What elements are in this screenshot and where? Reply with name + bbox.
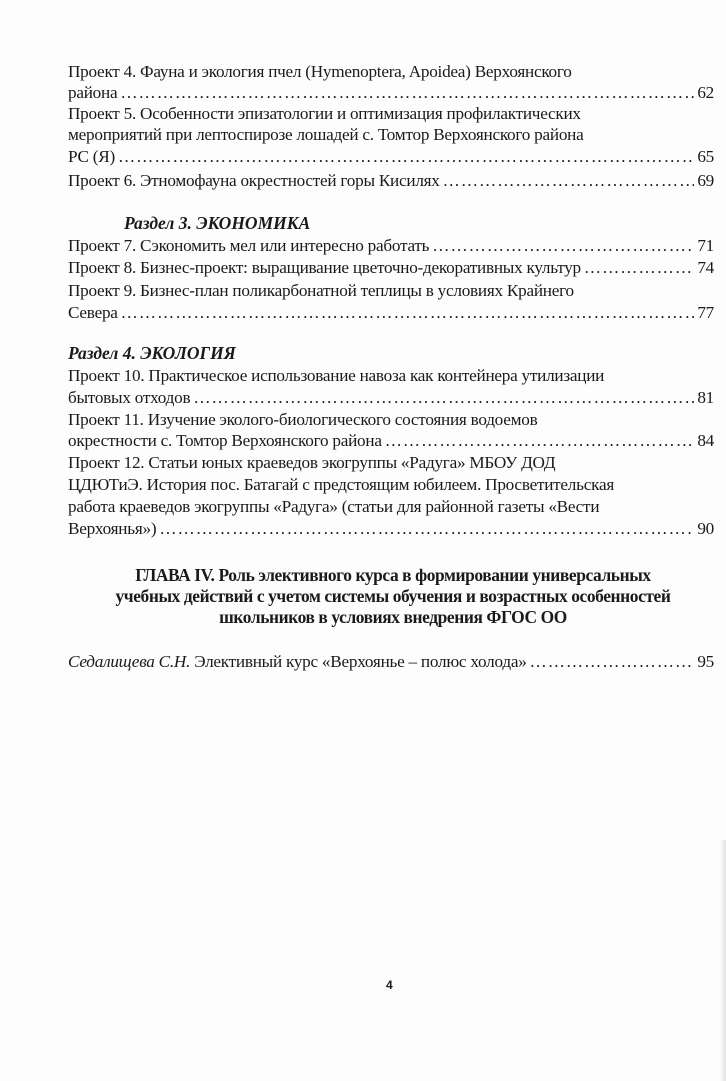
toc-entry-6: [68, 170, 714, 191]
chapter-heading-line-1: ГЛАВА IV. Роль элективного курса в формировании универсальных: [135, 565, 651, 585]
chapter-heading-line-3: школьников в условиях внедрения ФГОС ОО: [219, 607, 567, 627]
page-ref: 77: [697, 303, 714, 322]
dot-leader: [530, 651, 695, 672]
toc-entry-5-line-1: Проект 5. Особенности эпизатологии и оптимизация профилактических: [68, 104, 581, 123]
toc-entry-12-line-4: [68, 518, 714, 539]
dot-leader: [385, 430, 695, 451]
toc-entry-text: Проект 8. Бизнес-проект: выращивание цветочно-декоративных культур: [68, 258, 581, 277]
page-ref: 95: [697, 652, 714, 671]
toc-entry-5-line-2: мероприятий при лептоспирозе лошадей с. Томтор Верхоянского района: [68, 125, 584, 144]
page-ref: 65: [697, 147, 714, 166]
toc-entry-text: Верхоянья»): [68, 519, 157, 538]
page-ref: 74: [697, 258, 714, 277]
toc-entry-text: Проект 6. Этномофауна окрестностей горы Кисилях: [68, 171, 440, 190]
dot-leader: [584, 257, 694, 278]
toc-entry-10-line-1: Проект 10. Практическое использование навоза как контейнера утилизации: [68, 366, 605, 385]
toc-entry-text: района: [68, 83, 118, 102]
page-ref: 69: [697, 171, 714, 190]
toc-entry-text: бытовых отходов: [68, 388, 191, 407]
toc-entry-11-line-1: Проект 11. Изучение эколого-биологического состояния водоемов: [68, 410, 538, 429]
toc-entry-text: [68, 651, 527, 672]
toc-entry-5-line-3: [68, 146, 714, 167]
toc-entry-12-line-2: ЦДЮТиЭ. История пос. Батагай с предстоящим юбилеем. Просветительская: [68, 475, 614, 494]
toc-entry-text: РС (Я): [68, 147, 115, 166]
toc-entry-10-line-2: [68, 387, 714, 408]
toc-entry-text: окрестности с. Томтор Верхоянского района: [68, 431, 382, 450]
entry-title: Элективный курс «Верхоянье – полюс холода»: [190, 652, 527, 671]
page-ref: 81: [697, 388, 714, 407]
chapter-heading-line-2: учебных действий с учетом системы обучения и возрастных особенностей: [115, 586, 671, 606]
toc-entry-text: Проект 7. Сэкономить мел или интересно работать: [68, 236, 430, 255]
section-heading-4: Раздел 4. ЭКОЛОГИЯ: [68, 343, 236, 363]
author-name: Седалищева С.Н.: [68, 652, 191, 671]
section-heading-3: Раздел 3. ЭКОНОМИКА: [124, 213, 311, 233]
dot-leader: [443, 170, 695, 191]
page-ref: 62: [697, 83, 714, 102]
toc-entry-text: Севера: [68, 303, 118, 322]
scan-edge-shadow: [720, 840, 726, 1081]
toc-entry-4-line-2: [68, 82, 714, 103]
page-ref: 84: [697, 431, 714, 450]
dot-leader: [118, 146, 694, 167]
page-ref: 71: [697, 236, 714, 255]
dot-leader: [159, 518, 694, 539]
toc-entry-4-line-1: Проект 4. Фауна и экология пчел (Hymenoptera, Apoidea) Верхоянского: [68, 62, 572, 81]
page-number: 4: [386, 978, 393, 992]
toc-entry-9-line-1: Проект 9. Бизнес-план поликарбонатной теплицы в условиях Крайнего: [68, 281, 574, 300]
toc-entry-9-line-2: [68, 302, 714, 323]
dot-leader: [193, 387, 694, 408]
toc-entry-7: [68, 235, 714, 256]
toc-entry-12-line-1: Проект 12. Статьи юных краеведов экогруппы «Радуга» МБОУ ДОД: [68, 453, 556, 472]
page-ref: 90: [697, 519, 714, 538]
toc-entry-8: [68, 257, 714, 278]
dot-leader: [432, 235, 694, 256]
toc-entry-11-line-2: [68, 430, 714, 451]
toc-entry-elective-course: [68, 651, 714, 672]
dot-leader: [121, 302, 695, 323]
toc-entry-12-line-3: работа краеведов экогруппы «Радуга» (статьи для районной газеты «Вести: [68, 497, 600, 516]
dot-leader: [120, 82, 694, 103]
